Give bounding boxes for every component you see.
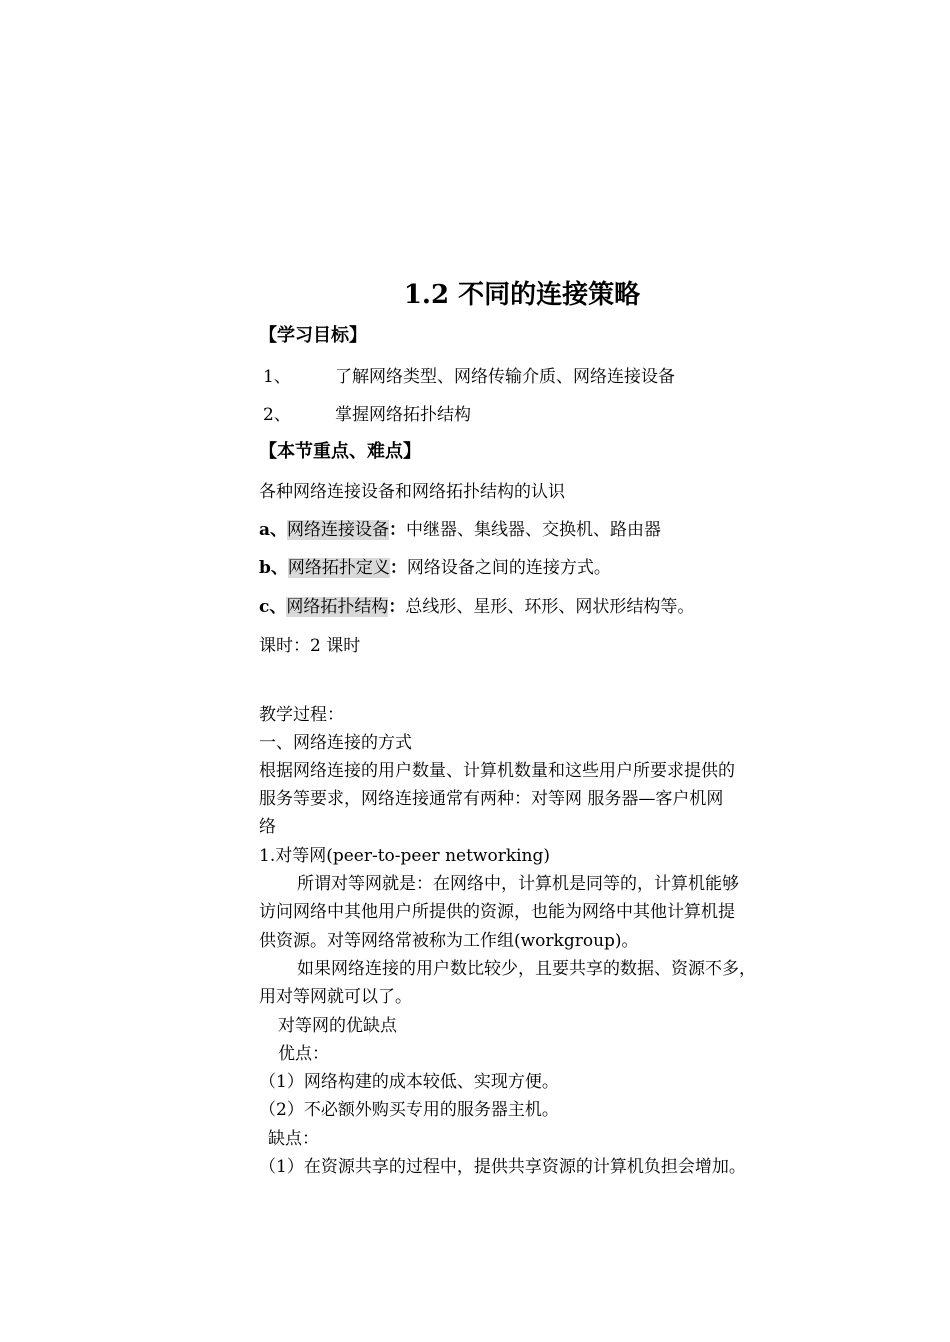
key-item-colon: ： xyxy=(389,520,407,540)
key-item-colon: ： xyxy=(388,597,406,617)
key-item-prefix: c、 xyxy=(259,597,287,617)
paragraph-line: 所谓对等网就是：在网络中，计算机是同等的，计算机能够 xyxy=(297,874,739,894)
paragraph-line: 用对等网就可以了。 xyxy=(259,987,412,1007)
key-item-colon: ： xyxy=(389,558,407,578)
section-heading: 一、网络连接的方式 xyxy=(259,733,412,753)
goal-item xyxy=(259,366,675,388)
key-heading: 【本节重点、难点】 xyxy=(259,441,421,462)
key-item-text: 中继器、集线器、交换机、路由器 xyxy=(406,520,662,540)
key-item-term: 网络拓扑定义 xyxy=(287,558,390,578)
pros-cons-heading: 对等网的优缺点 xyxy=(278,1016,397,1036)
paragraph-line: 供资源。对等网络常被称为工作组(workgroup)。 xyxy=(259,931,639,951)
key-item xyxy=(259,519,661,541)
key-item xyxy=(259,557,611,579)
goal-number: 2、 xyxy=(263,405,291,425)
process-heading: 教学过程： xyxy=(259,705,344,725)
paragraph-line: 如果网络连接的用户数比较少，且要共享的数据、资源不多， xyxy=(297,959,756,979)
class-hours: 课时：2 课时 xyxy=(259,636,361,656)
goals-heading: 【学习目标】 xyxy=(259,325,367,346)
key-intro: 各种网络连接设备和网络拓扑结构的认识 xyxy=(259,482,565,502)
key-item-prefix: a、 xyxy=(259,520,288,540)
cons-label: 缺点： xyxy=(268,1129,319,1149)
key-item-text: 总线形、星形、环形、网状形结构等。 xyxy=(405,597,695,617)
paragraph-line: 根据网络连接的用户数量、计算机数量和这些用户所要求提供的 xyxy=(259,761,735,781)
pros-item: （1）网络构建的成本较低、实现方便。 xyxy=(259,1072,559,1092)
subsection-heading: 1.对等网(peer-to-peer networking) xyxy=(259,846,551,866)
goal-number: 1、 xyxy=(263,367,291,387)
key-item-term: 网络拓扑结构 xyxy=(286,597,389,617)
paragraph-line: 访问网络中其他用户所提供的资源，也能为网络中其他计算机提 xyxy=(259,902,735,922)
key-item-prefix: b、 xyxy=(259,558,288,578)
page-title: 1.2 不同的连接策略 xyxy=(403,280,641,310)
goal-text: 掌握网络拓扑结构 xyxy=(335,405,471,425)
key-item xyxy=(259,596,694,618)
paragraph-line: 服务等要求，网络连接通常有两种：对等网 服务器—客户机网 xyxy=(259,789,724,809)
key-item-text: 网络设备之间的连接方式。 xyxy=(406,558,611,578)
goal-item xyxy=(259,404,471,426)
goal-text: 了解网络类型、网络传输介质、网络连接设备 xyxy=(335,367,675,387)
paragraph-line: 络 xyxy=(259,817,276,837)
cons-item: （1）在资源共享的过程中，提供共享资源的计算机负担会增加。 xyxy=(259,1157,746,1177)
pros-label: 优点： xyxy=(278,1044,329,1064)
pros-item: （2）不必额外购买专用的服务器主机。 xyxy=(259,1100,559,1120)
key-item-term: 网络连接设备 xyxy=(287,520,390,540)
